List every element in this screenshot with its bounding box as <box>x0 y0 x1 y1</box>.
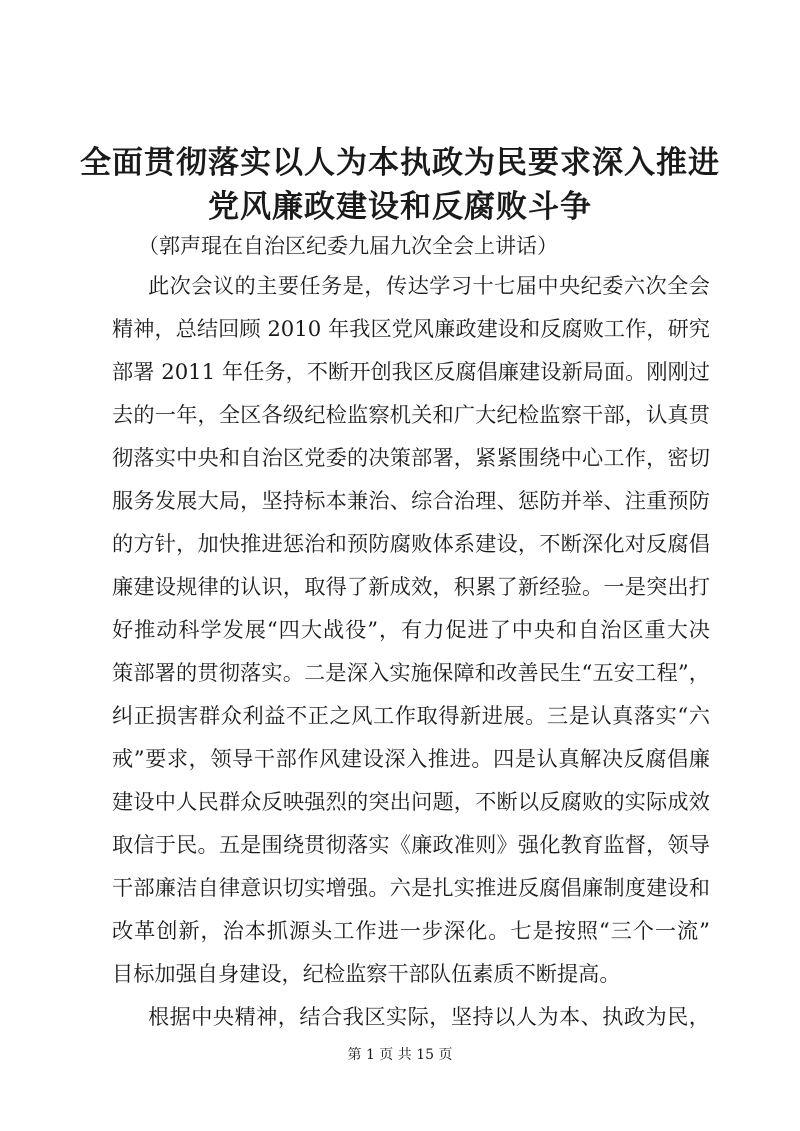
document-subtitle: （郭声琨在自治区纪委九届九次全会上讲话） <box>138 234 558 258</box>
document-title-line-2: 党风廉政建设和反腐败斗争 <box>208 189 592 225</box>
body-line-10: 策部署的贯彻落实。二是深入实施保障和改善民生“五安工程”， <box>112 660 710 685</box>
body-line-7: 的方针，加快推进惩治和预防腐败体系建设，不断深化对反腐倡 <box>112 531 710 556</box>
body-line-12: 戒”要求，领导干部作风建设深入推进。四是认真解决反腐倡廉 <box>112 746 710 771</box>
body-line-9: 好推动科学发展“四大战役”，有力促进了中央和自治区重大决 <box>112 617 710 642</box>
body-line-8: 廉建设规律的认识，取得了新成效，积累了新经验。一是突出打 <box>112 574 710 599</box>
body-line-1: 此次会议的主要任务是，传达学习十七届中央纪委六次全会 <box>148 273 710 298</box>
body-line-16: 改革创新，治本抓源头工作进一步深化。七是按照“三个一流” <box>112 918 710 943</box>
body-line-13: 建设中人民群众反映强烈的突出问题，不断以反腐败的实际成效 <box>112 789 710 814</box>
body-line-4: 去的一年，全区各级纪检监察机关和广大纪检监察干部，认真贯 <box>112 402 710 427</box>
body-line-11: 纠正损害群众利益不正之风工作取得新进展。三是认真落实“六 <box>112 703 710 728</box>
body-line-5: 彻落实中央和自治区党委的决策部署，紧紧围绕中心工作，密切 <box>112 445 710 470</box>
body-line-17: 目标加强自身建设，纪检监察干部队伍素质不断提高。 <box>112 961 621 986</box>
body-line-14: 取信于民。五是围绕贯彻落实《廉政准则》强化教育监督，领导 <box>112 832 710 857</box>
body-line-3: 部署 2011 年任务，不断开创我区反腐倡廉建设新局面。刚刚过 <box>112 359 710 384</box>
body-line-18: 根据中央精神，结合我区实际，坚持以人为本、执政为民， <box>148 1004 710 1029</box>
body-line-15: 干部廉洁自律意识切实增强。六是扎实推进反腐倡廉制度建设和 <box>112 875 710 900</box>
body-line-2: 精神，总结回顾 2010 年我区党风廉政建设和反腐败工作，研究 <box>112 316 710 341</box>
document-title-line-1: 全面贯彻落实以人为本执政为民要求深入推进 <box>80 145 720 181</box>
body-line-6: 服务发展大局，坚持标本兼治、综合治理、惩防并举、注重预防 <box>112 488 710 513</box>
page-footer: 第 1 页 共 15 页 <box>347 1047 453 1063</box>
